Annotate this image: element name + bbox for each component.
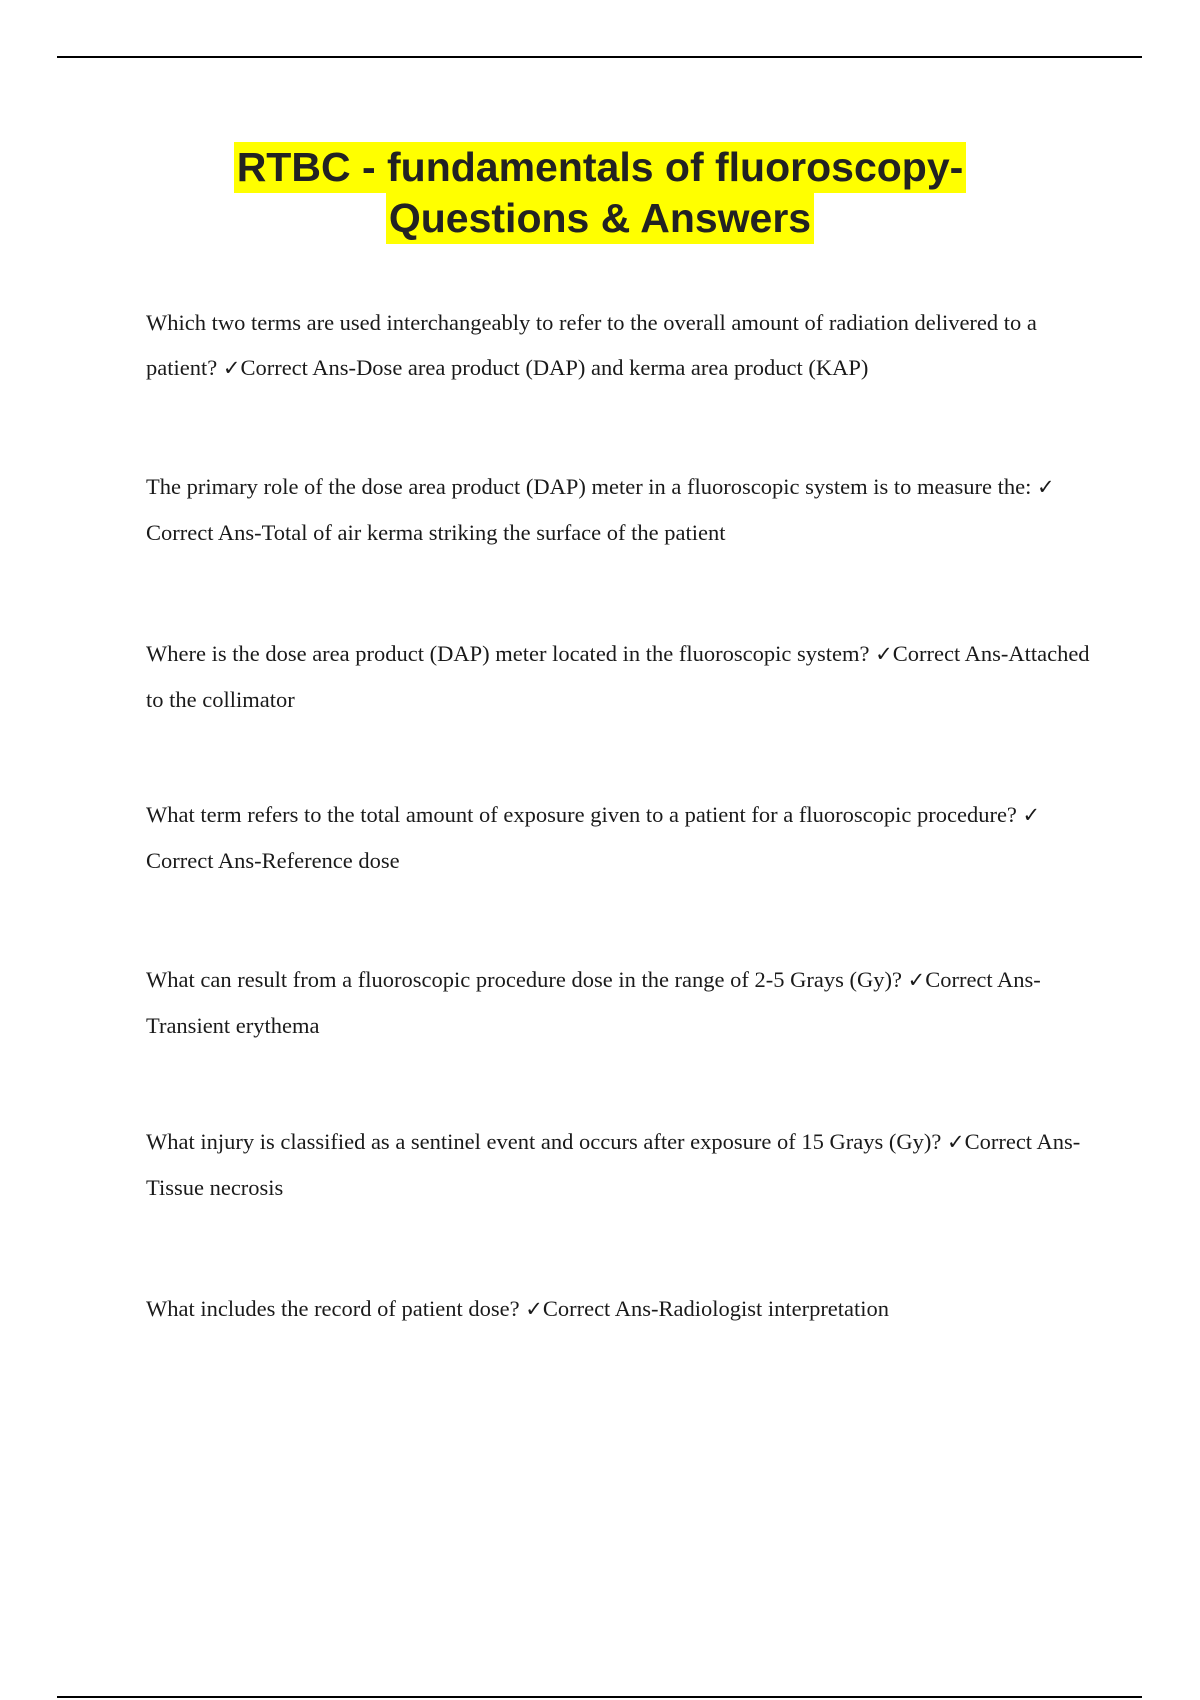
answer-prefix: Correct Ans- bbox=[146, 520, 262, 545]
answer-text: Reference dose bbox=[261, 848, 400, 873]
question-text: What can result from a fluoroscopic procedure dose in the range of 2-5 Grays (Gy)? bbox=[146, 967, 902, 992]
title-line-2: Questions & Answers bbox=[386, 193, 814, 244]
check-mark-icon: ✓ bbox=[1036, 475, 1055, 499]
question-text: What injury is classified as a sentinel event and occurs after exposure of 15 Grays (Gy)? bbox=[146, 1129, 942, 1154]
answer-text: Dose area product (DAP) and kerma area product (KAP) bbox=[356, 355, 869, 380]
document-title bbox=[0, 142, 1200, 244]
check-mark-icon: ✓ bbox=[525, 1297, 543, 1321]
qa-item bbox=[146, 300, 1096, 391]
answer-text: Radiologist interpretation bbox=[658, 1296, 890, 1321]
answer-prefix: Correct Ans- bbox=[925, 967, 1041, 992]
qa-item bbox=[146, 792, 1096, 883]
answer-prefix: Correct Ans- bbox=[146, 848, 262, 873]
answer-text: Attached to the collimator bbox=[146, 641, 1090, 712]
question-text: The primary role of the dose area product (DAP) meter in a fluoroscopic system is to measure the: bbox=[146, 474, 1032, 499]
question-text: Where is the dose area product (DAP) meter located in the fluoroscopic system? bbox=[146, 641, 870, 666]
answer-prefix: Correct Ans- bbox=[240, 355, 357, 380]
answer-text: Transient erythema bbox=[146, 1013, 320, 1038]
qa-item bbox=[146, 1119, 1096, 1210]
check-mark-icon: ✓ bbox=[875, 642, 893, 666]
title-line-1: RTBC - fundamentals of fluoroscopy- bbox=[234, 142, 967, 193]
qa-item bbox=[146, 1286, 1096, 1332]
qa-item bbox=[146, 464, 1096, 555]
qa-item bbox=[146, 631, 1096, 722]
check-mark-icon: ✓ bbox=[946, 1130, 965, 1154]
answer-text: Tissue necrosis bbox=[146, 1175, 284, 1200]
question-text: What includes the record of patient dose? bbox=[146, 1296, 520, 1321]
top-rule bbox=[57, 56, 1142, 58]
answer-prefix: Correct Ans- bbox=[892, 641, 1009, 666]
qa-item bbox=[146, 957, 1096, 1048]
check-mark-icon: ✓ bbox=[1022, 803, 1041, 827]
bottom-rule bbox=[57, 1696, 1142, 1698]
check-mark-icon: ✓ bbox=[222, 356, 241, 380]
question-text: What term refers to the total amount of exposure given to a patient for a fluoroscopic procedure? bbox=[146, 802, 1017, 827]
answer-prefix: Correct Ans- bbox=[964, 1129, 1081, 1154]
answer-text: Total of air kerma striking the surface of the patient bbox=[261, 520, 726, 545]
check-mark-icon: ✓ bbox=[907, 968, 926, 992]
question-text: Which two terms are used interchangeably to refer to the overall amount of radiation delivered to a patient? bbox=[146, 310, 1037, 380]
answer-prefix: Correct Ans- bbox=[542, 1296, 659, 1321]
